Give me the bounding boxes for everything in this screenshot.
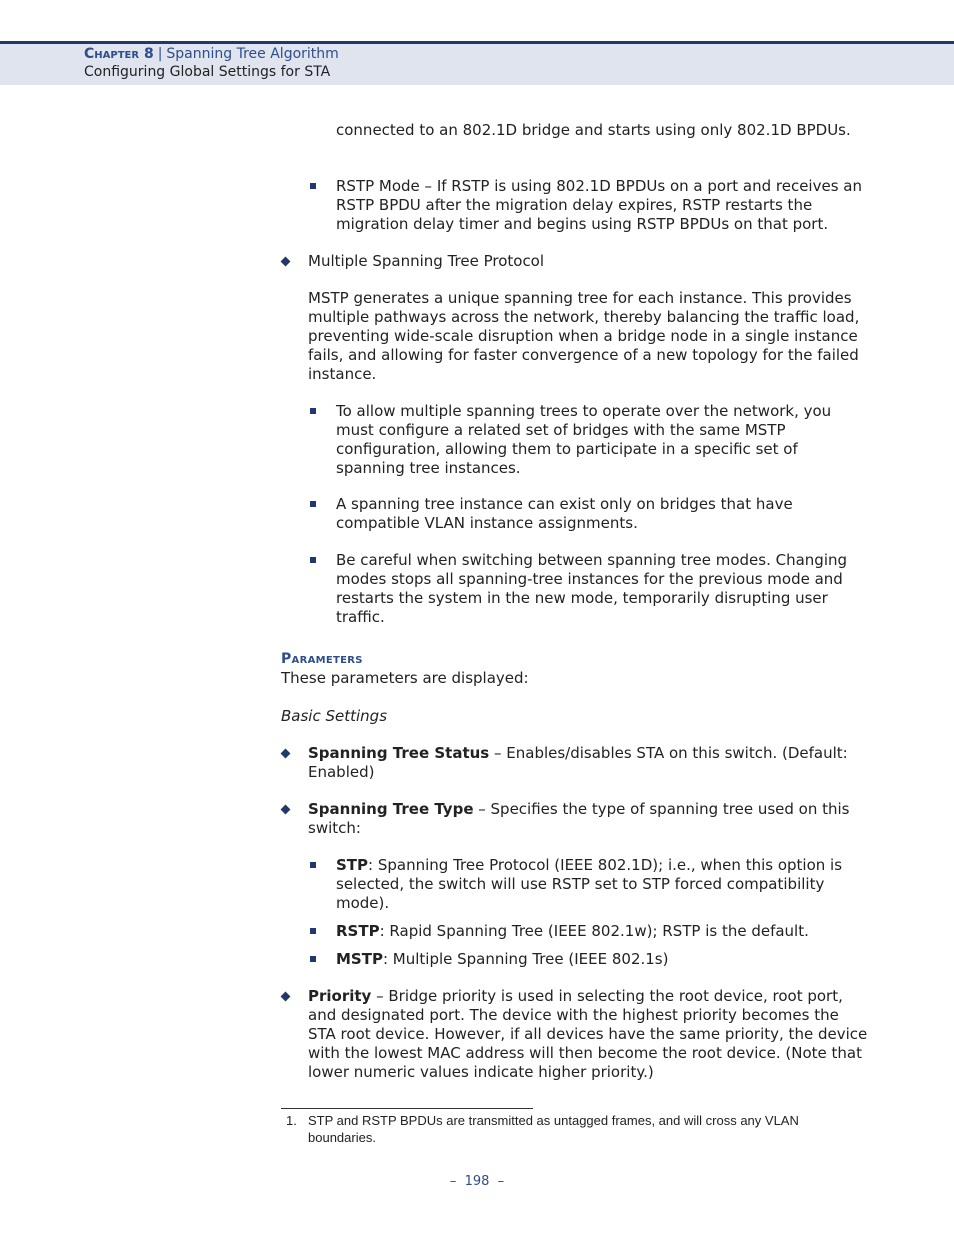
spanning-tree-type-item [308, 800, 868, 838]
footnote-number: 1. [286, 1113, 297, 1128]
chapter-label: Chapter 8 [84, 46, 154, 62]
square-bullet-icon [310, 956, 316, 962]
type-option-term: MSTP [336, 950, 383, 968]
continuation-paragraph: connected to an 802.1D bridge and starts using only 802.1D BPDUs. [336, 121, 851, 139]
type-option-rstp [336, 922, 871, 941]
square-bullet-icon [310, 408, 316, 414]
type-option-stp [336, 856, 871, 913]
priority-item [308, 987, 870, 1082]
type-option-term: RSTP [336, 922, 380, 940]
square-bullet-icon [310, 501, 316, 507]
mstp-bullet-item: A spanning tree instance can exist only on bridges that have compatible VLAN instance assignments. [336, 495, 793, 532]
parameters-intro: These parameters are displayed: [281, 669, 529, 687]
square-bullet-icon [310, 928, 316, 934]
basic-settings-label: Basic Settings [281, 707, 388, 725]
square-bullet-icon [310, 557, 316, 563]
mstp-paragraph: MSTP generates a unique spanning tree for each instance. This provides multiple pathways across the network, thereby balancing the traffic load, preventing wide-scale disruption when a bridge node in a single instance fails, and allowing for faster convergence of a new topology for the failed instance. [308, 289, 860, 383]
rstp-mode-item: RSTP Mode – If RSTP is using 802.1D BPDUs on a port and receives an RSTP BPDU after the migration delay expires, RSTP restarts the migration delay timer and begins using RSTP BPDUs on that port. [336, 177, 862, 233]
mstp-bullet-item: Be careful when switching between spanning tree modes. Changing modes stops all spanning-tree instances for the previous mode and restarts the system in the new mode, temporarily disrupting user traffic. [336, 551, 848, 626]
type-option-mstp [336, 950, 871, 969]
diamond-bullet-icon [281, 257, 291, 267]
type-option-desc: : Rapid Spanning Tree (IEEE 802.1w); RSTP is the default. [379, 922, 809, 940]
priority-desc: – Bridge priority is used in selecting the root device, root port, and designated port. The device with the highest priority becomes the STA root device. However, if all devices have the same priority, the device with the lowest MAC address will then become the root device. (Note that lower numeric values indicate higher priority.) [308, 987, 868, 1081]
type-option-desc: : Multiple Spanning Tree (IEEE 802.1s) [382, 950, 669, 968]
spanning-tree-status-item [308, 744, 868, 782]
type-option-term: STP [336, 856, 369, 874]
diamond-bullet-icon [281, 749, 291, 759]
square-bullet-icon [310, 862, 316, 868]
diamond-bullet-icon [281, 805, 291, 815]
priority-term: Priority [308, 987, 372, 1005]
diamond-bullet-icon [281, 992, 291, 1002]
page-number-text: – 198 – [449, 1174, 505, 1189]
running-header-chapter [84, 45, 339, 63]
spanning-tree-status-desc: – Enables/disables STA on this switch. (Default: Enabled) [308, 744, 848, 781]
mstp-heading: Multiple Spanning Tree Protocol [308, 252, 545, 270]
footnote-rule [281, 1108, 533, 1109]
chapter-title: Spanning Tree Algorithm [166, 46, 339, 62]
spanning-tree-type-desc: – Specifies the type of spanning tree used on this switch: [308, 800, 850, 837]
running-header-section: Configuring Global Settings for STA [84, 64, 331, 80]
mstp-bullet-item: To allow multiple spanning trees to operate over the network, you must configure a related set of bridges with the same MSTP configuration, allowing them to participate in a specific set of spanning tree instances. [336, 402, 832, 477]
page-number [0, 1174, 954, 1189]
type-option-desc: : Spanning Tree Protocol (IEEE 802.1D); i.e., when this option is selected, the switch will use RSTP set to STP forced compatibility mode). [336, 856, 843, 912]
header-separator: | [157, 46, 163, 62]
spanning-tree-type-term: Spanning Tree Type [308, 800, 474, 818]
square-bullet-icon [310, 183, 316, 189]
footnote-text: STP and RSTP BPDUs are transmitted as untagged frames, and will cross any VLAN boundaries. [308, 1113, 799, 1145]
parameters-heading: Parameters [281, 651, 363, 667]
spanning-tree-status-term: Spanning Tree Status [308, 744, 490, 762]
